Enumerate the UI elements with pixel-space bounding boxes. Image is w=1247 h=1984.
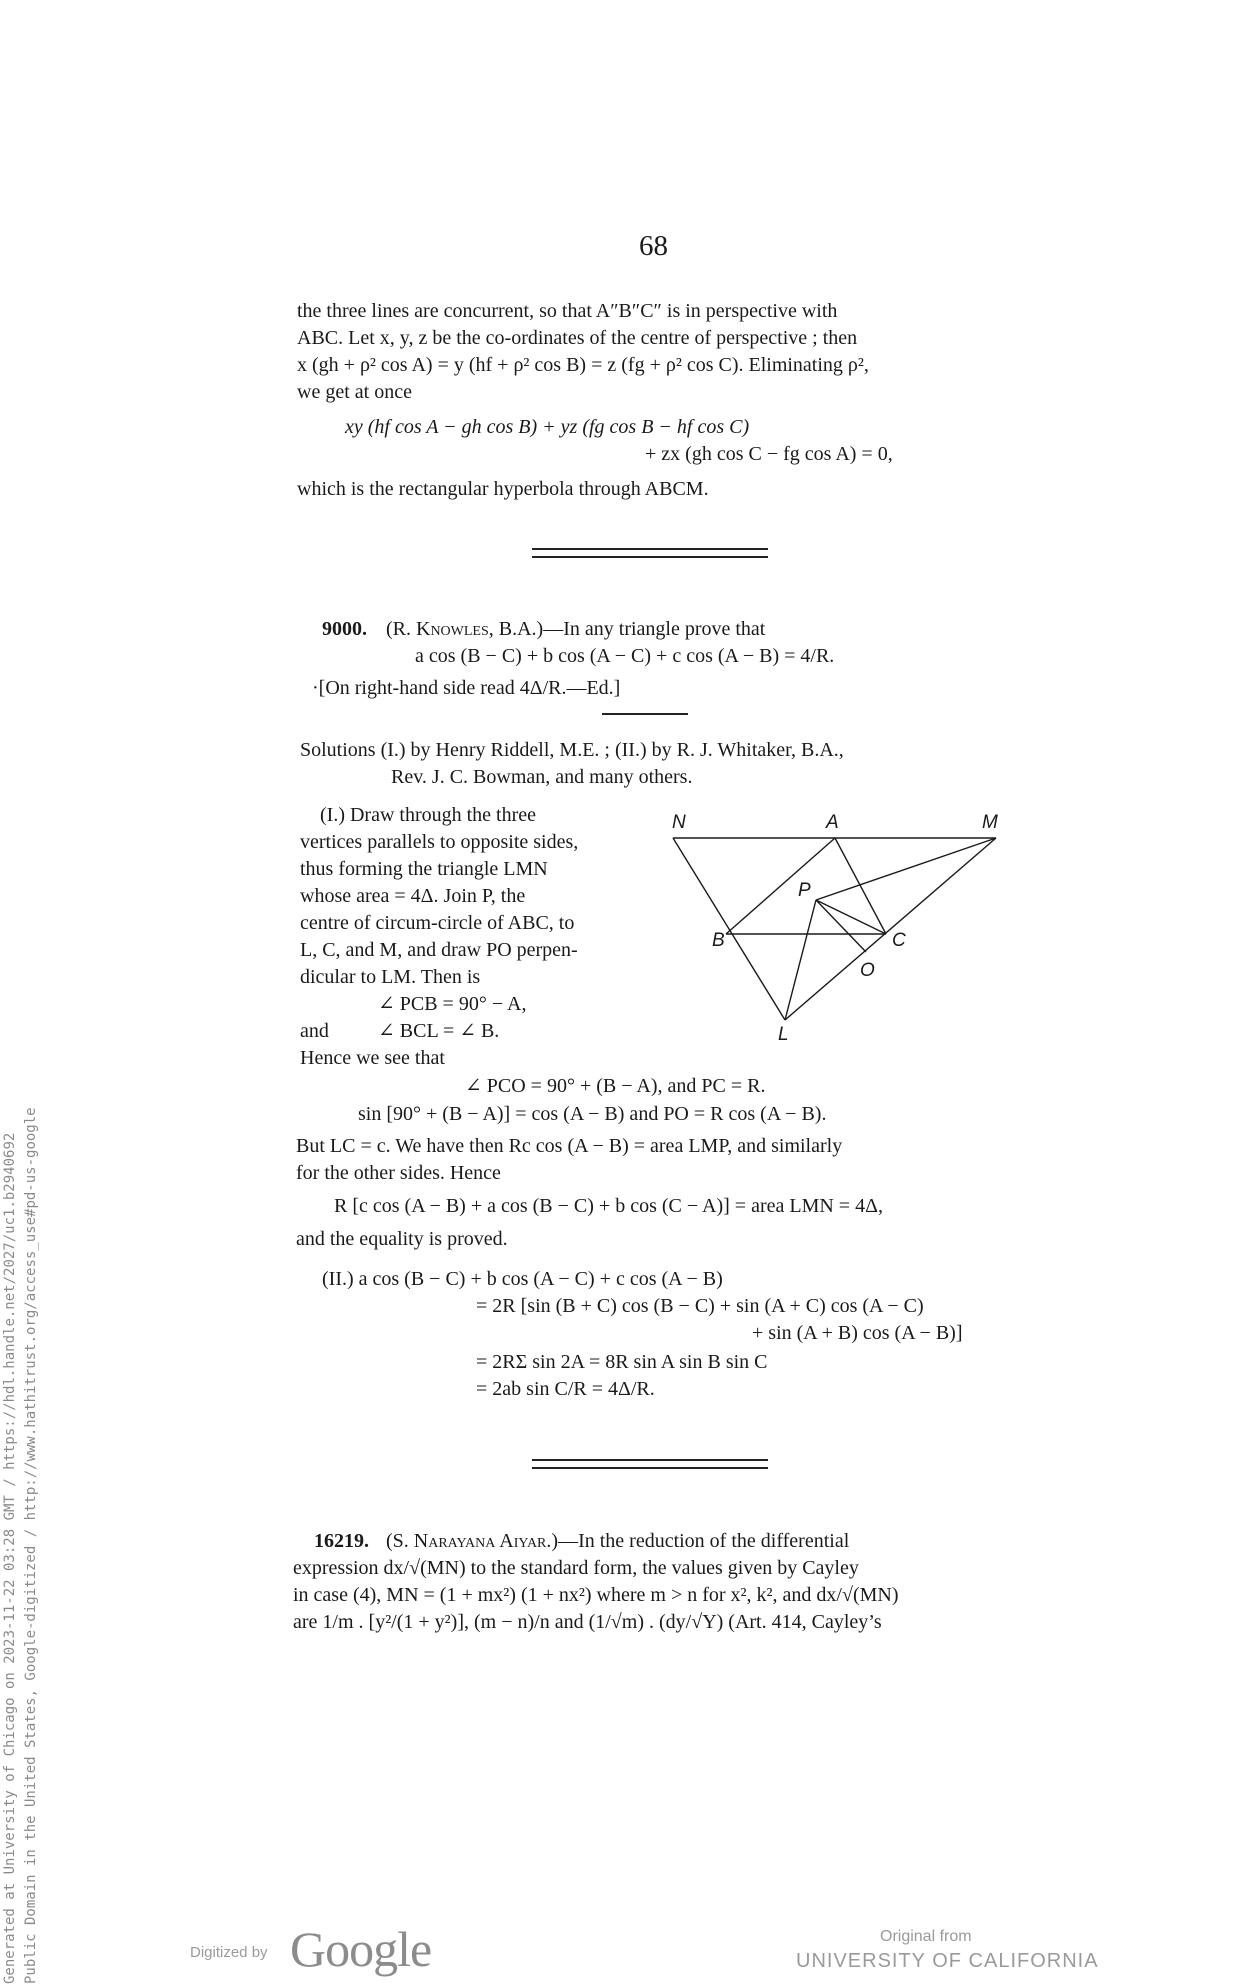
label-c: C <box>892 930 906 951</box>
label-a: A <box>826 812 839 833</box>
solution1-line-16: R [c cos (A − B) + a cos (B − C) + b cos (C − A)] = area LMN = 4Δ, <box>334 1195 883 1217</box>
solution1-angle-pcb: ∠ PCB = 90° − A, <box>378 993 527 1015</box>
line-ac <box>835 838 886 934</box>
solution1-line-1: (I.) Draw through the three <box>320 804 537 826</box>
label-m: M <box>982 812 998 833</box>
solution1-line-11: Hence we see that <box>300 1047 445 1069</box>
solution1-line-4: whose area = 4Δ. Join P, the <box>300 885 526 907</box>
line-po <box>816 900 866 952</box>
footer-institution: UNIVERSITY OF CALIFORNIA <box>796 1950 1099 1972</box>
question-line-3: in case (4), MN = (1 + mx²) (1 + nx²) where m > n for x², k², and dx/√(MN) <box>293 1584 899 1606</box>
question-line-2: expression dx/√(MN) to the standard form, the values given by Cayley <box>293 1557 859 1579</box>
section-divider <box>532 548 768 550</box>
solution1-line-7: dicular to LM. Then is <box>300 966 481 988</box>
line-pc <box>816 900 886 934</box>
solution1-line-14: But LC = c. We have then Rc cos (A − B) = area LMP, and similarly <box>296 1135 843 1157</box>
question-line-4: are 1/m . [y²/(1 + y²)], (m − n)/n and (1/√m) . (dy/√Y) (Art. 414, Cayley’s <box>293 1611 882 1633</box>
question-formula: a cos (B − C) + b cos (A − C) + c cos (A − B) = 4/R. <box>415 645 835 667</box>
solution1-angle-bcl: ∠ BCL = ∠ B. <box>378 1020 500 1042</box>
solution1-line-15: for the other sides. Hence <box>296 1162 501 1184</box>
solution2-line-1: (II.) a cos (B − C) + b cos (A − C) + c cos (A − B) <box>322 1268 723 1290</box>
footer-google-logo: Google <box>290 1921 432 1977</box>
solutions-heading-2: Rev. J. C. Bowman, and many others. <box>391 766 693 788</box>
solution2-line-2: = 2R [sin (B + C) cos (B − C) + sin (A + C) cos (A − C) <box>476 1295 924 1317</box>
solution2-line-5: = 2ab sin C/R = 4Δ/R. <box>476 1378 655 1400</box>
solution1-line-3: thus forming the triangle LMN <box>300 858 548 880</box>
sidebar-line-1: Generated at University of Chicago on 2023-11-22 03:28 GMT / https://hdl.handle.net/2027/uc1.b2940692 <box>2 1132 18 1984</box>
footer-digitized-by: Digitized by <box>190 1944 268 1961</box>
intro-line-2: ABC. Let x, y, z be the co-ordinates of the centre of perspective ; then <box>297 327 858 349</box>
solution1-line-6: L, C, and M, and draw PO perpen- <box>300 939 578 961</box>
line-pm <box>816 838 996 900</box>
question-number: 16219. <box>314 1530 369 1552</box>
editor-note: ·[On right-hand side read 4Δ/R.—Ed.] <box>312 677 621 699</box>
solution2-line-3: + sin (A + B) cos (A − B)] <box>752 1322 963 1344</box>
solution1-line-13: sin [90° + (B − A)] = cos (A − B) and PO = R cos (A − B). <box>358 1103 827 1125</box>
question-author: (S. Narayana Aiyar.) <box>386 1530 559 1552</box>
intro-line-4: we get at once <box>297 381 412 403</box>
question-author: (R. Knowles, B.A.) <box>386 618 544 640</box>
label-n: N <box>672 812 686 833</box>
intro-line-1: the three lines are concurrent, so that A″B″C″ is in perspective with <box>297 300 838 322</box>
section-divider <box>532 1467 768 1469</box>
solutions-heading-1: Solutions (I.) by Henry Riddell, M.E. ; (II.) by R. J. Whitaker, B.A., <box>300 739 844 761</box>
solution1-line-12: ∠ PCO = 90° + (B − A), and PC = R. <box>465 1075 766 1097</box>
solution1-line-17: and the equality is proved. <box>296 1228 508 1250</box>
line-ab <box>726 838 835 934</box>
label-b: B <box>712 930 725 951</box>
intro-formula-2: + zx (gh cos C − fg cos A) = 0, <box>645 443 893 465</box>
line-ml <box>785 838 996 1020</box>
sidebar-line-2: Public Domain in the United States, Google-digitized / http://www.hathitrust.org/access_use#pd-us-google <box>23 1107 39 1984</box>
line-pl <box>785 900 816 1020</box>
intro-formula-1: xy (hf cos A − gh cos B) + yz (fg cos B − hf cos C) <box>345 416 750 438</box>
section-divider <box>532 1459 768 1461</box>
page-number: 68 <box>639 230 668 262</box>
question-16219 <box>314 1528 849 1555</box>
question-9000 <box>322 616 765 643</box>
question-number: 9000. <box>322 618 367 640</box>
triangle-figure <box>660 800 1010 1050</box>
line-nl <box>673 838 785 1020</box>
sidebar-watermark <box>0 1107 42 1984</box>
label-l: L <box>778 1024 789 1045</box>
label-p: P <box>798 880 811 901</box>
solution1-line-5: centre of circum-circle of ABC, to <box>300 912 575 934</box>
footer-original-from: Original from <box>880 1928 972 1945</box>
question-line-1: —In the reduction of the differential <box>558 1530 850 1552</box>
question-statement: —In any triangle prove that <box>543 618 766 640</box>
intro-line-7: which is the rectangular hyperbola through ABCM. <box>297 478 709 500</box>
section-divider <box>532 556 768 558</box>
solution1-and: and <box>300 1020 329 1042</box>
solution2-line-4: = 2RΣ sin 2A = 8R sin A sin B sin C <box>476 1351 768 1373</box>
short-divider <box>602 713 688 715</box>
label-o: O <box>860 960 875 981</box>
intro-line-3: x (gh + ρ² cos A) = y (hf + ρ² cos B) = z (fg + ρ² cos C). Eliminating ρ², <box>297 354 869 376</box>
solution1-line-2: vertices parallels to opposite sides, <box>300 831 579 853</box>
